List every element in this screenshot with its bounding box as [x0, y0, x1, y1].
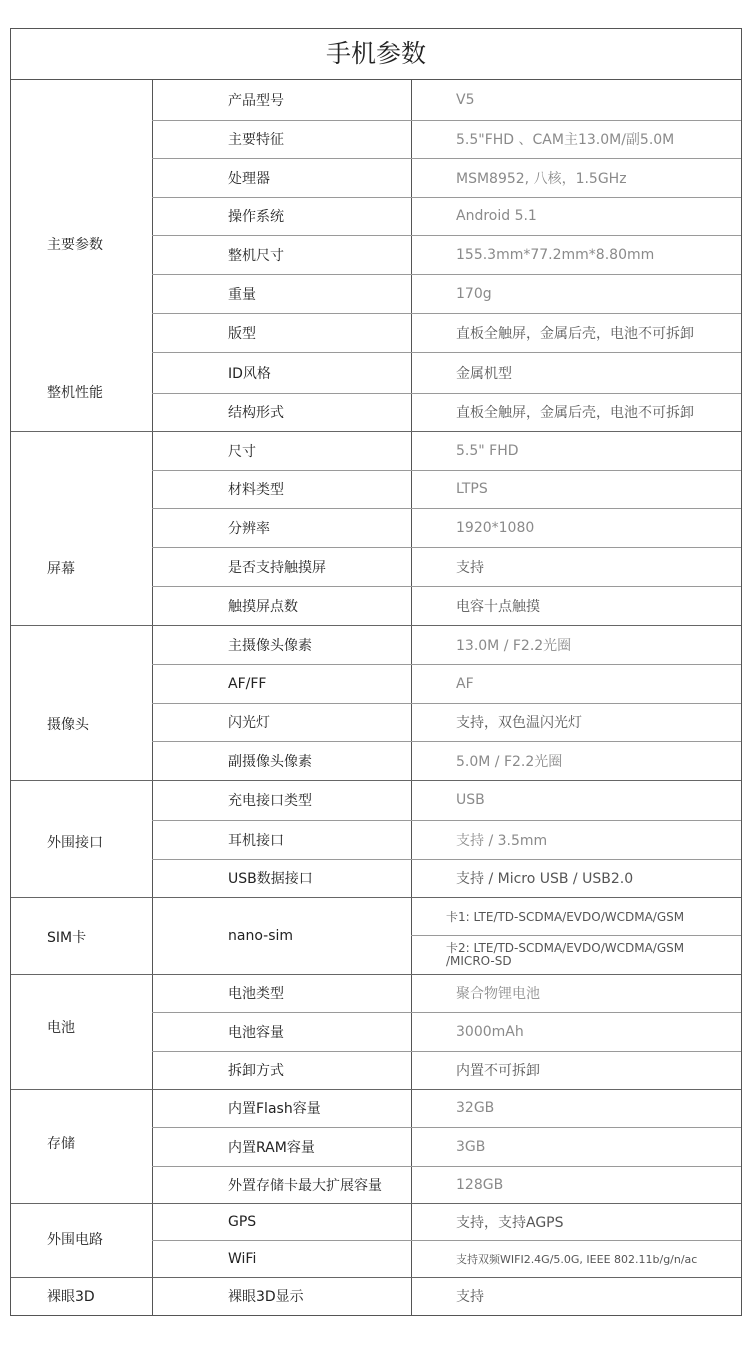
spec-label: ID风格	[228, 365, 271, 382]
spec-label: 耳机接口	[228, 832, 284, 849]
category-label: 裸眼3D	[47, 1289, 95, 1305]
spec-value: V5	[456, 92, 475, 108]
spec-value: 1920*1080	[456, 519, 535, 536]
spec-value: 电容十点触摸	[456, 598, 540, 615]
spec-value: 聚合物锂电池	[456, 986, 540, 1002]
spec-value: 内置不可拆卸	[456, 1063, 540, 1079]
spec-label: 主要特征	[228, 132, 284, 148]
spec-value: 金属机型	[456, 365, 512, 382]
spec-value: 155.3mm*77.2mm*8.80mm	[456, 246, 655, 263]
category-label: 电池	[47, 1020, 75, 1036]
spec-label: 处理器	[228, 170, 270, 187]
spec-value: Android 5.1	[456, 208, 537, 224]
spec-value: 128GB	[456, 1176, 504, 1193]
spec-value: LTPS	[456, 481, 488, 497]
spec-label: 电池类型	[228, 986, 284, 1002]
category-label: 屏幕	[47, 561, 75, 577]
spec-label: 版型	[228, 325, 256, 342]
spec-label: AF/FF	[228, 675, 267, 692]
spec-label: 重量	[228, 286, 256, 303]
spec-value: 5.5" FHD	[456, 442, 519, 459]
spec-label: 内置RAM容量	[228, 1139, 315, 1156]
spec-value: USB	[456, 792, 485, 808]
spec-value: 支持	[456, 1289, 484, 1305]
spec-value: 支持双频WIFI2.4G/5.0G, IEEE 802.11b/g/n/ac	[456, 1252, 698, 1266]
spec-value: 5.0M / F2.2光圈	[456, 753, 563, 770]
spec-label: 触摸屏点数	[228, 598, 298, 615]
spec-label: 是否支持触摸屏	[228, 559, 326, 576]
spec-label: 拆卸方式	[228, 1063, 284, 1079]
spec-label: USB数据接口	[228, 871, 313, 887]
spec-value: 13.0M / F2.2光圈	[456, 637, 572, 654]
spec-label: nano-sim	[228, 927, 294, 944]
table-title: 手机参数	[11, 29, 741, 80]
spec-label: 内置Flash容量	[228, 1101, 321, 1117]
spec-value: 3GB	[456, 1138, 486, 1155]
spec-label: 主摄像头像素	[228, 637, 312, 654]
category-label: 摄像头	[47, 717, 89, 733]
spec-value: 32GB	[456, 1100, 495, 1116]
spec-label: 充电接口类型	[228, 793, 312, 809]
spec-label: 外置存储卡最大扩展容量	[228, 1177, 382, 1194]
spec-value: 支持 / 3.5mm	[456, 832, 548, 849]
spec-value: 支持 / Micro USB / USB2.0	[456, 871, 634, 887]
spec-label: 产品型号	[228, 93, 284, 109]
spec-value: 直板全触屏，金属后壳，电池不可拆卸	[456, 325, 694, 342]
spec-value: 卡2: LTE/TD-SCDMA/EVDO/WCDMA/GSM /MICRO-SD	[446, 940, 685, 968]
spec-value: 卡1: LTE/TD-SCDMA/EVDO/WCDMA/GSM	[446, 909, 685, 924]
spec-value: 5.5"FHD 、CAM主13.0M/副5.0M	[456, 132, 675, 148]
spec-value: 支持	[456, 559, 484, 576]
spec-label: 尺寸	[228, 443, 256, 460]
category-label: 存储	[47, 1136, 75, 1152]
spec-label: 结构形式	[228, 405, 284, 421]
spec-value: 支持，支持AGPS	[456, 1214, 564, 1231]
spec-label: 裸眼3D显示	[228, 1289, 304, 1305]
spec-label: GPS	[228, 1213, 257, 1230]
spec-label: 材料类型	[228, 482, 284, 498]
category-label: 整机性能	[47, 385, 103, 401]
category-label: 外围接口	[47, 835, 103, 851]
category-label: SIM卡	[47, 930, 87, 946]
spec-label: 闪光灯	[228, 715, 270, 731]
spec-value: 支持，双色温闪光灯	[456, 715, 582, 731]
spec-label: 操作系统	[228, 209, 284, 225]
spec-value: MSM8952, 八核，1.5GHz	[456, 170, 627, 187]
spec-label: 分辨率	[228, 520, 270, 537]
spec-value: 170g	[456, 285, 492, 302]
spec-label: 整机尺寸	[228, 247, 284, 264]
spec-label: 电池容量	[228, 1024, 284, 1041]
spec-value: 直板全触屏，金属后壳，电池不可拆卸	[456, 405, 694, 421]
spec-label: 副摄像头像素	[228, 753, 312, 770]
spec-value: 3000mAh	[456, 1023, 524, 1040]
category-label: 外围电路	[47, 1232, 103, 1248]
spec-table	[10, 28, 742, 1316]
spec-label: WiFi	[228, 1250, 257, 1267]
category-label: 主要参数	[47, 237, 103, 253]
spec-value: AF	[456, 675, 474, 692]
